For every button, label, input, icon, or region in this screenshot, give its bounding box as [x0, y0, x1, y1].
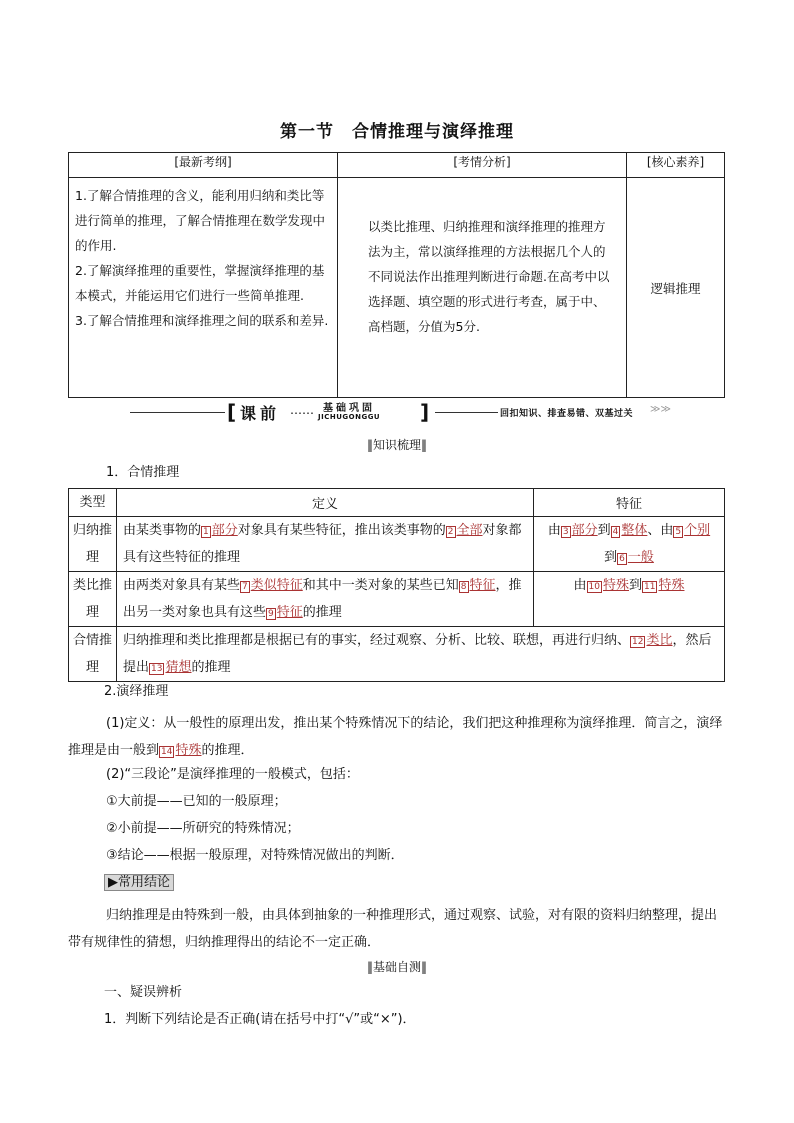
banner-bracket-right: ]: [420, 400, 430, 424]
row-type: 类比推理: [69, 572, 117, 627]
banner-subtitle: 基础巩固: [323, 403, 375, 414]
col-header-definition: 定义: [117, 489, 534, 517]
minor-premise: ②小前提——所研究的特殊情况；: [106, 821, 300, 836]
definition-paragraph: (1)定义：从一般性的原理出发，推出某个特殊情况下的结论，我们把这种推理称为演绎推理．简言之，演绎推理是由一般到 14 特殊的推理．: [68, 716, 723, 758]
banner-rule-left: [130, 412, 225, 413]
row-type: 合情推理: [69, 627, 117, 682]
header-syllabus: [最新考纲]: [69, 153, 338, 178]
table-row: [69, 627, 725, 682]
header-literacy: [核心素养]: [627, 153, 725, 178]
literacy-cell: 逻辑推理: [627, 178, 725, 398]
conclusion: ③结论——根据一般原理，对特殊情况做出的判断．: [106, 848, 404, 863]
double-arrow-icon: ≫≫: [650, 404, 671, 415]
heading-deductive-reasoning: 2.演绎推理: [104, 684, 169, 699]
syllabus-item-3: 3.了解合情推理和演绎推理之间的联系和差异.: [75, 313, 329, 328]
syllabus-table: [68, 152, 725, 398]
banner-slogan: 回扣知识、排查易错、双基过关: [500, 409, 634, 419]
banner-title: 课前: [240, 404, 281, 423]
major-premise: ①大前提——已知的一般原理；: [106, 794, 287, 809]
header-analysis: [考情分析]: [338, 153, 627, 178]
syllogism-intro: (2)“三段论”是演绎推理的一般模式，包括：: [106, 767, 359, 782]
col-header-type: 类型: [69, 489, 117, 517]
page-title: 第一节 合情推理与演绎推理: [280, 122, 514, 142]
syllabus-cell: [69, 178, 338, 398]
table-row: [69, 572, 725, 627]
row-feature: 由 10 特殊到 11 特殊: [534, 572, 725, 627]
heading-plausible-reasoning: 1．合情推理: [106, 465, 180, 480]
common-conclusion-tag: ▶常用结论: [104, 874, 174, 892]
induction-note: 归纳推理是由特殊到一般，由具体到抽象的一种推理形式，通过观察、试验，对有限的资料归纳整理，提出带有规律性的猜想，归纳推理得出的结论不一定正确．: [68, 908, 718, 950]
question-1: 1．判断下列结论是否正确(请在括号中打“√”或“×”)．: [104, 1012, 416, 1027]
row-definition: 归纳推理和类比推理都是根据已有的事实，经过观察、分析、比较、联想，再进行归纳、 12 类比，然后提出 13 猜想的推理: [117, 627, 725, 682]
banner-dots: ……: [290, 403, 314, 417]
syllabus-item-1: 1.了解合情推理的含义，能利用归纳和类比等进行简单的推理，了解合情推理在数学发现中的作用.: [75, 188, 326, 253]
syllabus-item-2: 2.了解演绎推理的重要性，掌握演绎推理的基本模式，并能运用它们进行一些简单推理.: [75, 263, 325, 303]
subheading-misconception: 一、疑误辨析: [104, 985, 183, 1000]
row-feature: 由 3 部分到 4 整体、由 5 个别 到 6 一般: [534, 517, 725, 572]
section-banner: [130, 398, 690, 426]
section-self-test: ‖基础自测‖: [366, 960, 427, 974]
reasoning-table: [68, 488, 725, 682]
banner-bracket-left: [: [227, 400, 237, 424]
row-definition: 由两类对象具有某些 7 类似特征和其中一类对象的某些已知 8 特征，推出另一类对象也具有这些 9 特征的推理: [117, 572, 534, 627]
col-header-feature: 特征: [534, 489, 725, 517]
banner-pinyin: JICHUGONGGU: [318, 413, 381, 421]
row-definition: 由某类事物的 1 部分对象具有某些特征，推出该类事物的 2 全部对象都具有这些特征的推理: [117, 517, 534, 572]
table-row: [69, 517, 725, 572]
banner-rule-right: [435, 412, 498, 413]
section-knowledge: ‖知识梳理‖: [366, 438, 427, 452]
row-type: 归纳推理: [69, 517, 117, 572]
analysis-cell: 以类比推理、归纳推理和演绎推理的推理方法为主，常以演绎推理的方法根据几个人的不同说法作出推理判断进行命题.在高考中以选择题、填空题的形式进行考查，属于中、高档题，分值为5分.: [338, 178, 627, 398]
